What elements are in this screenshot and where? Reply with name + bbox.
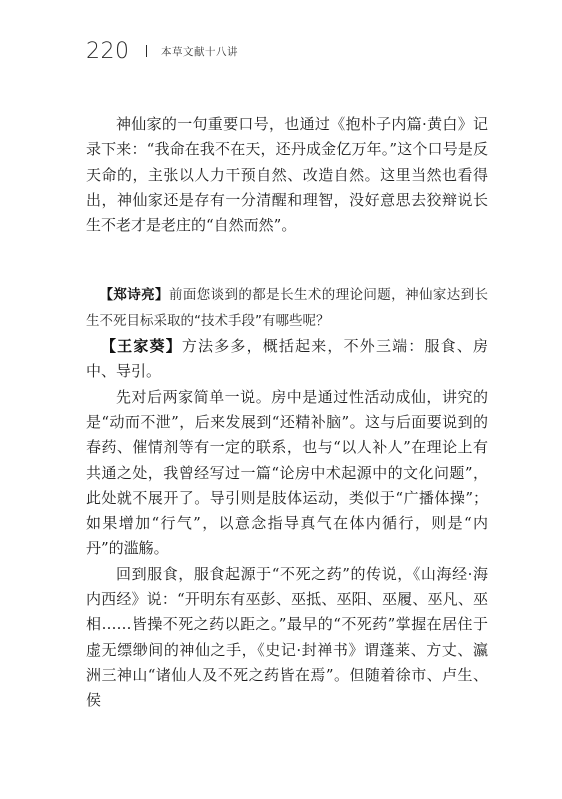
- question-text: 前面您谈到的都是长生术的理论问题，神仙家达到长生不死目标采取的“技术手段”有哪些呢？: [86, 287, 489, 329]
- interview-question: [86, 283, 488, 334]
- section-gap: [86, 238, 488, 283]
- interview-answer: [86, 334, 488, 385]
- paragraph-fushi: 回到服食，服食起源于“不死之药”的传说，《山海经·海内西经》说：“开明东有巫彭、巫抵、巫阳、巫履、巫凡、巫相……皆操不死之药以距之。”最早的“不死药”掌握在居住于虚无缥缈间的神仙之手，《史记·封禅书》谓蓬莱、方丈、瀛洲三神山“诸仙人及不死之药皆在焉”。但随着徐市、卢生、侯: [86, 564, 488, 710]
- paragraph-immortal-slogan: 神仙家的一句重要口号，也通过《抱朴子内篇·黄白》记录下来：“我命在我不在天，还丹成金亿万年。”这个口号是反天命的，主张以人力干预自然、改造自然。这里当然也看得出，神仙家还是存有一分清醒和理智，没好意思去狡辩说长生不老才是老庄的“自然而然”。: [86, 115, 488, 235]
- page-number: 220: [86, 38, 130, 64]
- running-title: 本草文献十八讲: [161, 45, 238, 58]
- interviewer-name: 【郑诗亮】: [99, 287, 169, 304]
- answer-text: 方法多多，概括起来，不外三端：服食、房中、导引。: [86, 337, 488, 381]
- page-header: [86, 36, 238, 66]
- paragraph-fangzhong-daoyin: 先对后两家简单一说。房中是通过性活动成仙，讲究的是“动而不泄”，后来发展到“还精补脑”。这与后面要说到的春药、催情剂等有一定的联系，也与“以人补人”在理论上有共通之处，我曾经写过一篇“论房中术起源中的文化问题”，此处就不展开了。导引则是肢体运动，类似于“广播体操”；如果增加“行气”，以意念指导真气在体内循行，则是“内丹”的滥觞。: [86, 387, 488, 558]
- header-divider: [146, 45, 148, 57]
- page-body: [86, 112, 488, 714]
- interviewee-name: 【王家葵】: [101, 337, 182, 356]
